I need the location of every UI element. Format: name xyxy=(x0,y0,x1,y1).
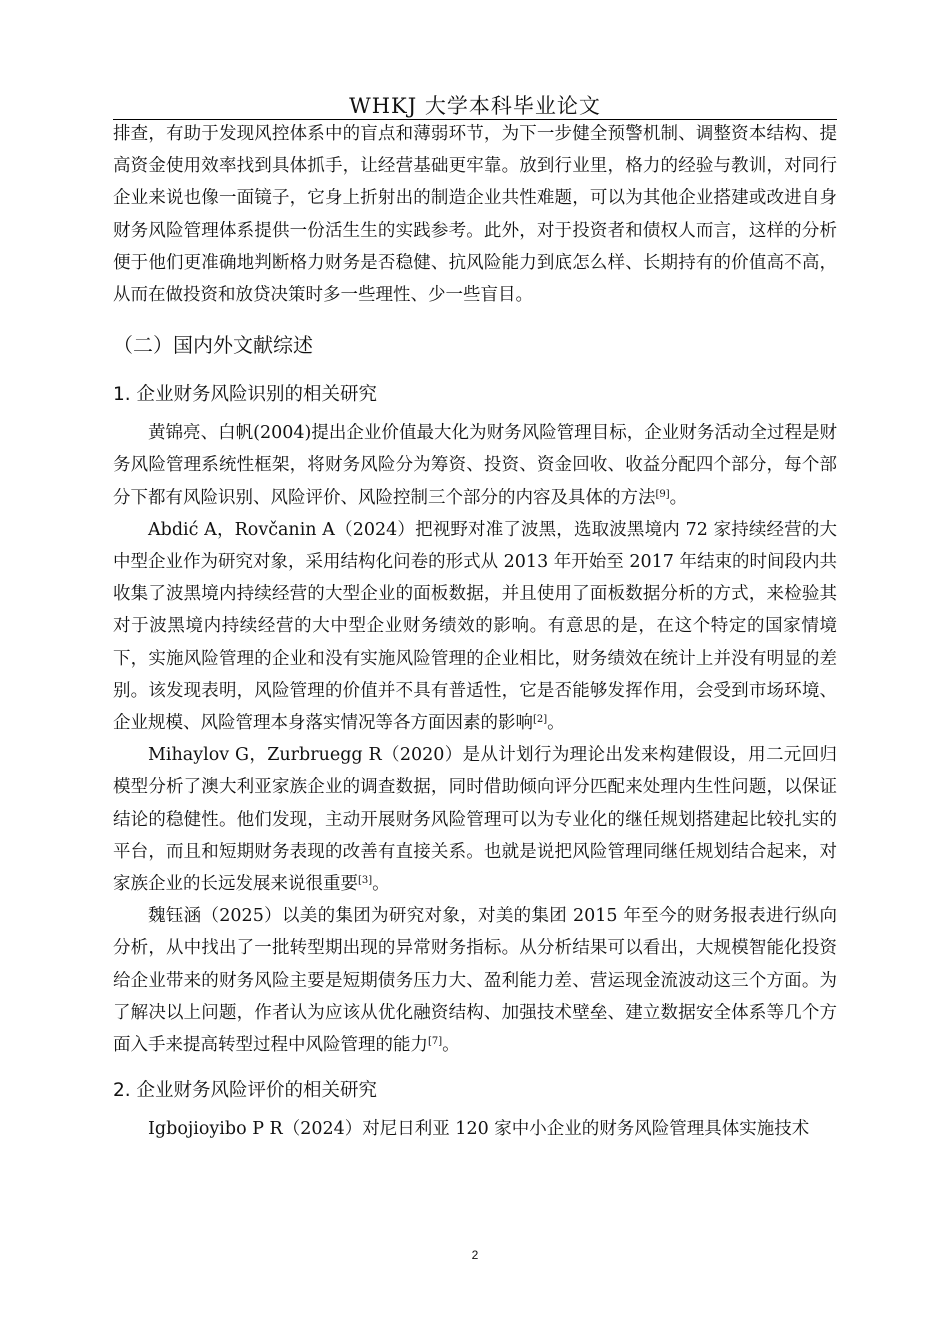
paragraph-abdic-rovcanin: Abdić A，Rovčanin A（2024）把视野对准了波黑，选取波黑境内 72 家持续经营的大中型企业作为研究对象，采用结构化问卷的形式从 2013 年开始至 2017 年结束的时间段内共收集了波黑境内持续经营的大型企业的面板数据，并且使用了面板数据分析的方式，来检验其对于波黑境内持续经营的大中型企业财务绩效的影响。有意思的是，在这个特定的国家情境下，实施风险管理的企业和没有实施风险管理的企业相比，财务绩效在统计上并没有明显的差别。该发现表明，风险管理的价值并不具有普适性，它是否能够发挥作用，会受到市场环境、企业规模、风险管理本身落实情况等各方面因素的影响[2]。 xyxy=(113,519,837,734)
paragraph-huang-bai: 黄锦亮、白帆(2004)提出企业价值最大化为财务风险管理目标，企业财务活动全过程是财务风险管理系统性框架，将财务风险分为筹资、投资、资金回收、收益分配四个部分，每个部分下都有风险识别、风险评价、风险控制三个部分的内容及具体的方法[9]。 xyxy=(113,423,837,508)
citation-ref[interactable]: [2] xyxy=(533,714,548,726)
subsection-heading-risk-evaluation: 2. 企业财务风险评价的相关研究 xyxy=(113,1080,378,1102)
section-heading-literature-review: （二）国内外文献综述 xyxy=(113,333,313,358)
paragraph-igbojioyibo: Igbojioyibo P R（2024）对尼日利亚 120 家中小企业的财务风险管理具体实施技术 xyxy=(148,1119,810,1140)
citation-ref[interactable]: [3] xyxy=(358,875,373,887)
paragraph-mihaylov-zurbruegg: Mihaylov G，Zurbruegg R（2020）是从计划行为理论出发来构建假设，用二元回归模型分析了澳大利亚家族企业的调查数据，同时借助倾向评分匹配来处理内生性问题，以保证结论的稳健性。他们发现，主动开展财务风险管理可以为专业化的继任规划搭建起比较扎实的平台，而且和短期财务表现的改善有直接关系。也就是说把风险管理同继任规划结合起来，对家族企业的长远发展来说很重要[3]。 xyxy=(113,745,837,895)
citation-ref[interactable]: [9] xyxy=(655,488,670,500)
page-header-title: WHKJ 大学本科毕业论文 xyxy=(349,94,601,118)
page-number: 2 xyxy=(471,1248,479,1262)
document-body xyxy=(113,118,837,1145)
paragraph-wei-yuhan: 魏钰涵（2025）以美的集团为研究对象，对美的集团 2015 年至今的财务报表进行纵向分析，从中找出了一批转型期出现的异常财务指标。从分析结果可以看出，大规模智能化投资给企业带来的财务风险主要是短期债务压力大、盈利能力差、营运现金流波动这三个方面。为了解决以上问题，作者认为应该从优化融资结构、加强技术壁垒、建立数据安全体系等几个方面入手来提高转型过程中风险管理的能力[7]。 xyxy=(113,906,837,1056)
subsection-heading-risk-identification: 1. 企业财务风险识别的相关研究 xyxy=(113,384,378,406)
citation-ref[interactable]: [7] xyxy=(428,1036,443,1048)
intro-paragraph: 排查，有助于发现风控体系中的盲点和薄弱环节，为下一步健全预警机制、调整资本结构、提高资金使用效率找到具体抓手，让经营基础更牢靠。放到行业里，格力的经验与教训，对同行企业来说也像一面镜子，它身上折射出的制造企业共性难题，可以为其他企业搭建或改进自身财务风险管理体系提供一份活生生的实践参考。此外，对于投资者和债权人而言，这样的分析便于他们更准确地判断格力财务是否稳健、抗风险能力到底怎么样、长期持有的价值高不高，从而在做投资和放贷决策时多一些理性、少一些盲目。 xyxy=(113,124,837,306)
